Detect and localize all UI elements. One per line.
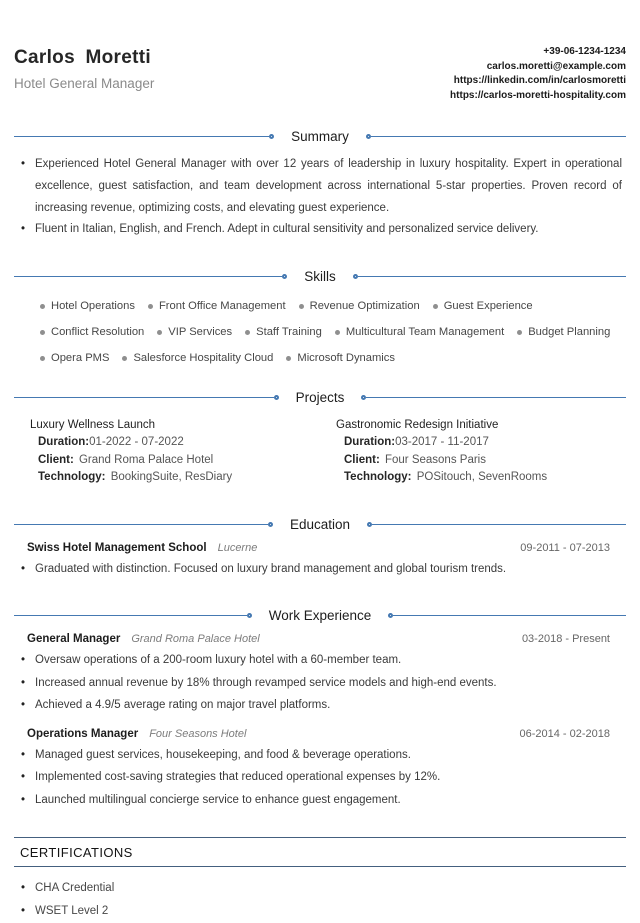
skill-item: Multicultural Team Management [335,326,504,338]
project-card [320,419,626,487]
skill-item: Salesforce Hospitality Cloud [122,352,273,364]
section-title: Work Experience [268,608,372,624]
skill-item: Hotel Operations [40,300,135,312]
certifications-section [14,837,626,923]
ring-icon [247,613,252,618]
work-bullet: • Oversaw operations of a 200-room luxury hotel with a 60-member team. [18,649,622,672]
heading-line [366,397,626,398]
skill-item: Budget Planning [517,326,610,338]
certifications-list [14,877,626,923]
school-name: Swiss Hotel Management School [27,541,207,554]
skill-item: VIP Services [157,326,232,338]
client-label: Client: [344,453,380,466]
client-value: Grand Roma Palace Hotel [78,453,214,466]
contact-linkedin-url: https://linkedin.com/in/carlosmoretti [453,75,626,86]
heading-line [14,136,269,137]
certification-item: • CHA Credential [18,877,622,900]
skill-item: Staff Training [245,326,322,338]
skill-item: Opera PMS [40,352,109,364]
ring-icon [268,522,273,527]
skills-list [14,300,626,364]
duration-value: 03-2017 - 11-2017 [395,436,489,449]
summary-bullet: • Experienced Hotel General Manager with over 12 years of leadership in luxury hospitality. Expert in operational excellence, guest satisfaction, and team development across international 5-star properties. Proven record of increasing revenue, optimizing costs, and elevating guest experience. [18,154,622,219]
section-title: Skills [304,269,336,285]
project-duration [30,434,320,452]
certification-item: • WSET Level 2 [18,900,622,923]
heading-line [14,524,268,525]
heading-line [14,397,274,398]
person-name: Carlos Moretti [14,47,151,68]
project-technology [30,469,320,487]
job-dates: 03-2018 - Present [521,633,610,646]
section-heading-projects [14,389,626,406]
heading-line [14,276,282,277]
work-bullet: • Implemented cost-saving strategies that reduced operational expenses by 12%. [18,766,622,789]
job-organization: Grand Roma Palace Hotel [131,633,260,646]
section-title: Education [289,516,351,532]
skill-item: Microsoft Dynamics [286,352,395,364]
project-technology [336,469,626,487]
work-bullet: • Launched multilingual concierge service to enhance guest engagement. [18,789,622,812]
education-dates: 09-2011 - 07-2013 [520,541,610,554]
contact-website-url: https://carlos-moretti-hospitality.com [450,89,626,101]
section-title: Summary [291,129,349,144]
heading-line [358,276,626,277]
skills-row [40,326,626,338]
education-bullet: • Graduated with distinction. Focused on luxury brand management and global tourism trends. [18,558,622,581]
skill-item: Revenue Optimization [299,300,420,312]
section-heading-work-experience [14,607,626,624]
header [14,47,626,103]
technology-value: POSitouch, SevenRooms [416,471,548,484]
skills-row [40,352,626,364]
duration-label: Duration: [38,436,90,449]
work-bullet: • Achieved a 4.9/5 average rating on major travel platforms. [18,694,622,717]
duration-label: Duration: [344,436,396,449]
person-job-title: Hotel General Manager [14,76,155,91]
education-entry-header [14,542,626,554]
job-role: Operations Manager [27,727,139,740]
ring-icon [282,274,287,279]
work-bullet: • Increased annual revenue by 18% through revamped service models and high-end events. [18,672,622,695]
project-duration [336,434,626,452]
certifications-heading: CERTIFICATIONS [20,845,133,861]
project-title: Luxury Wellness Launch [30,419,156,432]
job-role: General Manager [27,633,121,646]
summary-bullet: • Fluent in Italian, English, and French. Adept in cultural sensitivity and personalized service delivery. [18,219,622,241]
divider-line [14,866,626,867]
skills-row [40,300,626,312]
client-value: Four Seasons Paris [384,453,486,466]
work-bullets [14,744,626,812]
work-entry-header [14,728,626,740]
heading-line [14,615,247,616]
school-location: Lucerne [217,541,258,554]
project-card [14,419,320,487]
work-entry [14,633,626,717]
contact-email: carlos.moretti@example.com [486,60,626,72]
section-title: Projects [295,390,345,406]
section-heading-skills [14,268,626,285]
ring-icon [269,134,274,139]
education-bullets [14,558,626,581]
heading-line [372,524,626,525]
ring-icon [274,395,279,400]
work-bullet: • Managed guest services, housekeeping, and food & beverage operations. [18,744,622,767]
contact-phone: +39-06-1234-1234 [543,46,626,57]
header-identity [14,47,154,91]
section-heading-summary [14,128,626,145]
technology-label: Technology: [38,471,106,484]
project-client [336,452,626,470]
skill-item: Guest Experience [433,300,533,312]
job-dates: 06-2014 - 02-2018 [519,727,610,740]
duration-value: 01-2022 - 07-2022 [89,436,184,449]
section-heading-education [14,516,626,533]
job-organization: Four Seasons Hotel [149,727,247,740]
technology-value: BookingSuite, ResDiary [110,471,233,484]
project-client [30,452,320,470]
work-entry [14,728,626,812]
skill-item: Front Office Management [148,300,286,312]
heading-line [393,615,626,616]
work-entry-header [14,633,626,645]
work-bullets [14,649,626,717]
heading-line [371,136,626,137]
education-entry [14,542,626,581]
project-title: Gastronomic Redesign Initiative [336,419,499,432]
projects-grid [14,419,626,487]
technology-label: Technology: [344,471,412,484]
client-label: Client: [38,453,74,466]
skill-item: Conflict Resolution [40,326,144,338]
summary-list [14,154,626,241]
contact-block [450,45,626,103]
